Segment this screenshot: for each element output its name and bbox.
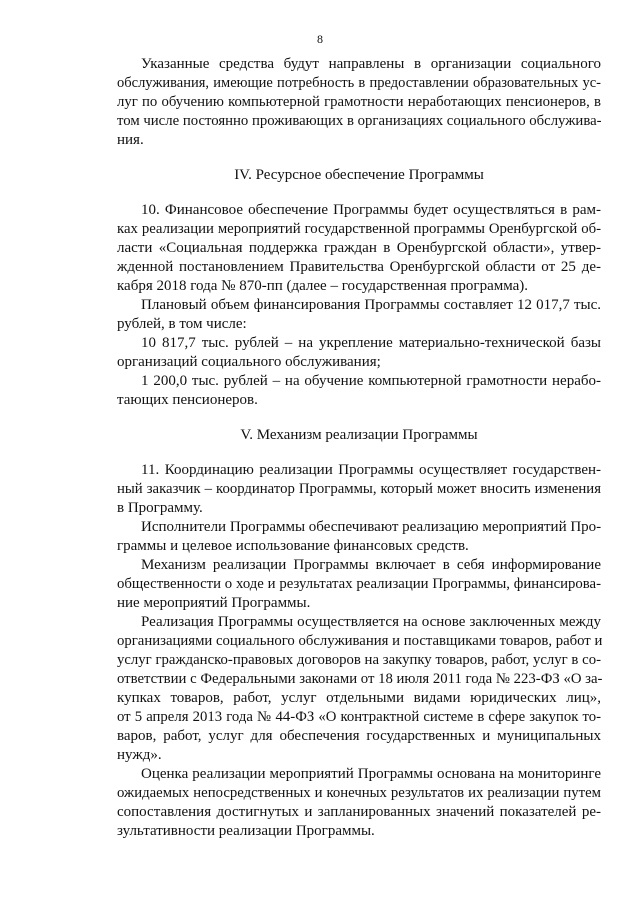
text-line: рублей, в том числе: [117, 316, 247, 332]
text-line: организациями социального обслуживания и поставщиками товаров, работ и [117, 633, 603, 649]
paragraph-financing [117, 201, 601, 296]
text-line: зультативности реализации Программы. [117, 823, 375, 839]
text-line: 10 817,7 тыс. рублей – на укрепление материально-технической базы [141, 335, 601, 351]
document-body [117, 55, 601, 841]
paragraph-coordination [117, 461, 601, 518]
text-line: 10. Финансовое обеспечение Программы будет осуществляться в рам- [141, 202, 601, 218]
text-line: сопоставления достигнутых и запланированных значений показателей ре- [117, 804, 601, 820]
text-line: ожидаемых непосредственных и конечных результатов их реализации путем [117, 785, 601, 801]
text-line: Механизм реализации Программы включает в себя информирование [141, 557, 601, 573]
text-line: ный заказчик – координатор Программы, который может вносить изменения [117, 481, 601, 497]
text-line: варов, работ, услуг для обеспечения государственных и муниципальных [117, 728, 601, 744]
text-line: ласти «Социальная поддержка граждан в Оренбургской области», утвер- [117, 240, 601, 256]
text-line: ответствии с Федеральными законами от 18 июля 2011 года № 223-ФЗ «О за- [117, 671, 603, 687]
text-line: от 5 апреля 2013 года № 44-ФЗ «О контрактной системе в сфере закупок то- [117, 709, 601, 725]
text-line: граммы и целевое использование финансовых средств. [117, 538, 469, 554]
paragraph-funds-direction [117, 55, 601, 150]
text-line: Исполнители Программы обеспечивают реализацию мероприятий Про- [141, 519, 602, 535]
paragraph-executors [117, 518, 601, 556]
text-line: в Программу. [117, 500, 203, 516]
paragraph-item-computer-literacy [117, 372, 601, 410]
text-line: обслуживания, имеющие потребность в предоставлении образовательных ус- [117, 75, 601, 91]
page-number: 8 [317, 32, 323, 46]
section-heading-mechanism: V. Механизм реализации Программы [240, 427, 478, 443]
paragraph-evaluation [117, 765, 601, 841]
text-line: купках товаров, работ, услуг отдельными видами юридических лиц», [117, 690, 601, 706]
text-line: Реализация Программы осуществляется на основе заключенных между [141, 614, 601, 630]
text-line: ние мероприятий Программы. [117, 595, 311, 611]
text-line: Указанные средства будут направлены в организации социального [141, 56, 601, 72]
paragraph-planned-volume [117, 296, 601, 334]
text-line: Плановый объем финансирования Программы составляет 12 017,7 тыс. [141, 297, 601, 313]
text-line: нужд». [117, 747, 162, 763]
text-line: 1 200,0 тыс. рублей – на обучение компьютерной грамотности нерабо- [141, 373, 601, 389]
text-line: Оценка реализации мероприятий Программы основана на мониторинге [141, 766, 601, 782]
text-line: общественности о ходе и результатах реализации Программы, финансирова- [117, 576, 601, 592]
paragraph-item-material-base [117, 334, 601, 372]
text-line: ках реализации мероприятий государственной программы Оренбургской об- [117, 221, 601, 237]
section-heading-resources: IV. Ресурсное обеспечение Программы [234, 167, 484, 183]
text-line: услуг гражданско-правовых договоров на закупку товаров, работ, услуг в со- [117, 652, 601, 668]
paragraph-implementation [117, 613, 601, 765]
text-line: тающих пенсионеров. [117, 392, 258, 408]
text-line: ния. [117, 132, 144, 148]
text-line: кабря 2018 года № 870-пп (далее – государственная программа). [117, 278, 529, 294]
text-line: том числе постоянно проживающих в организациях социального обслужива- [117, 113, 602, 129]
paragraph-mechanism [117, 556, 601, 613]
text-line: луг по обучению компьютерной грамотности неработающих пенсионеров, в [117, 94, 601, 110]
text-line: 11. Координацию реализации Программы осуществляет государствен- [141, 462, 601, 478]
text-line: жденной постановлением Правительства Оренбургской области от 25 де- [117, 259, 601, 275]
text-line: организаций социального обслуживания; [117, 354, 381, 370]
